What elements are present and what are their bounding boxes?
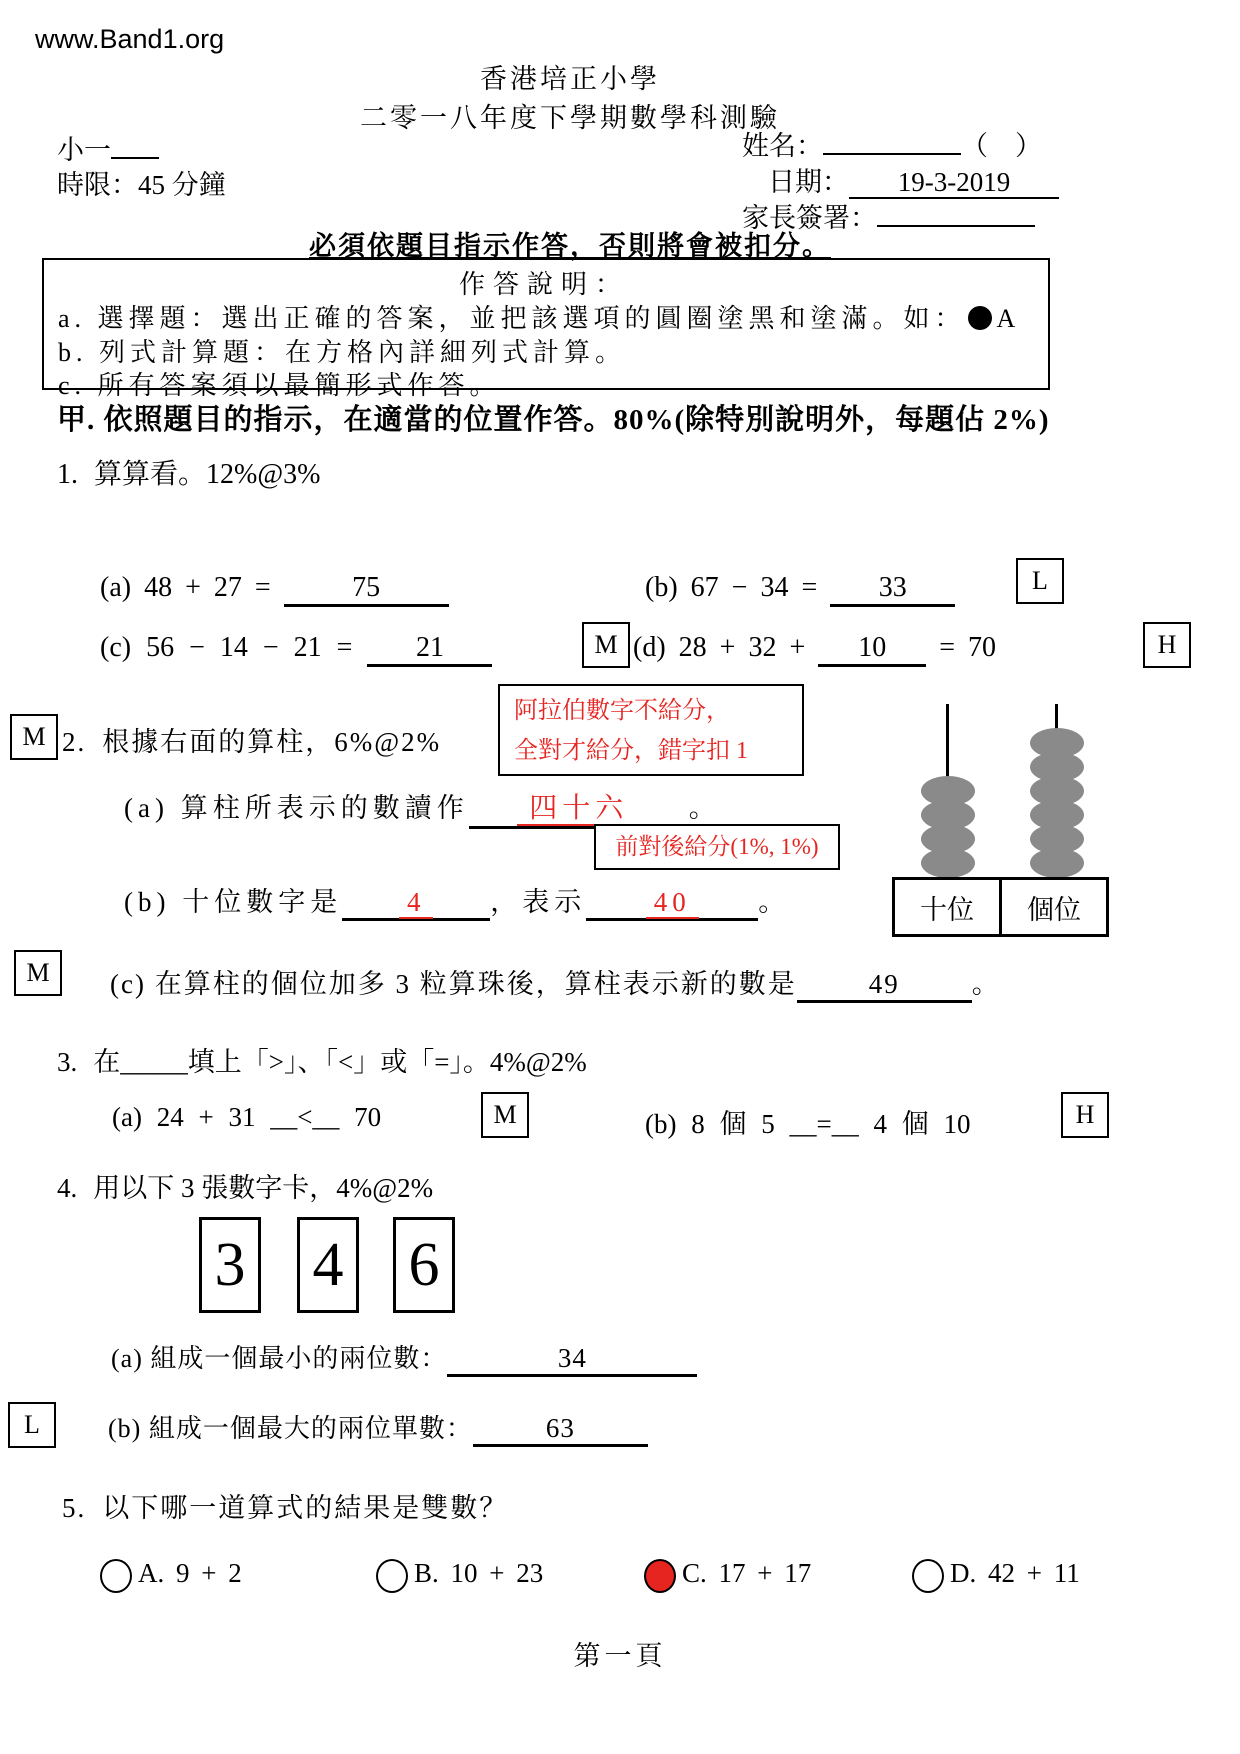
abacus-ones-label: 個位: [999, 877, 1109, 937]
q2-title: [62, 720, 441, 759]
q1d-prefix: (d) 28 + 32 +: [633, 632, 806, 663]
q1d-result: = 70: [939, 632, 997, 663]
q1c-label: (c) 56 − 14 − 21 =: [100, 632, 353, 663]
q5-number: 5.: [62, 1493, 87, 1523]
q2c-row: [110, 962, 1001, 1003]
q4-number: 4.: [57, 1173, 78, 1203]
abacus-tens-label: 十位: [892, 877, 1002, 937]
instruction-item-b: b. 列式計算題：在方格內詳細列式計算。: [58, 338, 627, 367]
abacus-bead: [1030, 848, 1084, 878]
q4b-answer: 63: [545, 1413, 575, 1443]
name-label: 姓名：: [742, 131, 823, 161]
q1a-answer: 75: [352, 572, 381, 603]
q3-title-text: 在_____填上「>」、「<」或「=」。4%@2%: [93, 1047, 587, 1077]
difficulty-marker-q4b: L: [8, 1402, 56, 1448]
option-d-expression: 42 + 11: [988, 1558, 1080, 1588]
date-label: 日期：: [768, 167, 849, 197]
q2c-suffix: 。: [971, 969, 1001, 999]
q4b-prefix: (b) 組成一個最大的兩位單數：: [108, 1414, 473, 1443]
option-d-circle-icon: [912, 1559, 944, 1593]
option-a-circle-icon: [100, 1559, 132, 1593]
q2a-answer-blank: [469, 786, 689, 829]
q2b-row: [124, 880, 790, 921]
q5-option-a: [100, 1558, 242, 1593]
q4b-row: [108, 1408, 648, 1447]
q2c-answer: 49: [868, 969, 900, 999]
number-card-3: 6: [393, 1217, 455, 1313]
watermark: www.Band1.org: [35, 24, 225, 54]
class-number-paren: （ ）: [961, 131, 1042, 161]
q3b-row: (b) 8 個 5 __=__ 4 個 10: [645, 1109, 971, 1139]
grade-label: 小一: [57, 135, 111, 165]
instruction-item-c: c. 所有答案須以最簡形式作答。: [58, 371, 501, 400]
q4a-answer-blank: [447, 1343, 697, 1377]
instruction-item-a-text: a. 選擇題：選出正確的答案，並把該選項的圓圈塗黑和塗滿。如：: [58, 304, 966, 333]
difficulty-marker-q1b: L: [1016, 558, 1064, 604]
name-row: [742, 124, 1042, 163]
q4b-answer-blank: [473, 1413, 648, 1447]
q1-title-text: 算算看。12%@3%: [94, 459, 321, 490]
q1b-answer: 33: [878, 572, 907, 603]
q1a-row: [100, 572, 449, 607]
option-c-label: C.: [682, 1558, 707, 1588]
q2-number: 2.: [62, 727, 87, 757]
difficulty-marker-q2: M: [10, 714, 58, 760]
section-a-header: 甲. 依照題目的指示，在適當的位置作答。80%(除特別說明外，每題佔 2%): [57, 404, 1050, 436]
q2a-suffix: 。: [688, 793, 721, 823]
instruction-item-a-choice: A: [996, 304, 1021, 333]
option-b-expression: 10 + 23: [450, 1558, 544, 1588]
q2b-answer1-blank: [342, 887, 490, 921]
name-blank: [823, 125, 961, 155]
q4a-answer: 34: [557, 1343, 587, 1373]
q2-title-text: 根據右面的算柱，6%@2%: [102, 727, 442, 757]
difficulty-marker-q2c: M: [14, 950, 62, 996]
q1c-row: [100, 632, 492, 667]
q1d-row: [633, 632, 996, 667]
instructions-box: [42, 258, 1050, 400]
q1c-answer-blank: [367, 632, 492, 667]
q4-title: [57, 1166, 433, 1205]
q2a-answer-handwritten: 四十六: [517, 793, 640, 826]
signature-label: 家長簽署：: [742, 203, 877, 233]
filled-circle-example-icon: [968, 306, 992, 330]
option-c-expression: 17 + 17: [718, 1558, 812, 1588]
page-footer: 第一頁: [573, 1641, 667, 1671]
abacus-tens-beads: [921, 776, 975, 878]
option-a-label: A.: [138, 1558, 165, 1588]
q2c-answer-blank: [797, 969, 972, 1003]
signature-blank: [877, 197, 1035, 227]
q2b-suffix: 。: [758, 887, 791, 917]
q2a-row: [124, 786, 721, 829]
q1b-answer-blank: [830, 572, 955, 607]
time-limit: 時限：45 分鐘: [57, 170, 226, 200]
exam-title: 二零一八年度下學期數學科測驗: [360, 103, 780, 133]
q1d-answer: 10: [858, 632, 887, 663]
date-row: [768, 160, 1059, 199]
abacus-base: [892, 877, 1109, 937]
q1b-label: (b) 67 − 34 =: [645, 572, 818, 603]
q4a-prefix: (a) 組成一個最小的兩位數：: [111, 1344, 448, 1373]
q3-number: 3.: [57, 1047, 78, 1077]
q1b-row: [645, 572, 955, 607]
q5-option-d: [912, 1558, 1080, 1593]
teacher-note-box-1: [498, 684, 804, 776]
warning-line: 必須依題目指示作答，否則將會被扣分。: [309, 231, 831, 261]
difficulty-marker-q3b: H: [1061, 1092, 1109, 1138]
grade-blank: [111, 129, 159, 159]
q1c-answer: 21: [415, 632, 444, 663]
q2b-mid: ，表示: [490, 887, 587, 917]
q1a-answer-blank: [284, 572, 449, 607]
date-blank: [849, 167, 1059, 199]
q2c-prefix: (c) 在算柱的個位加多 3 粒算珠後，算柱表示新的數是: [110, 969, 797, 999]
option-c-circle-icon-selected: [644, 1559, 676, 1593]
q5-option-c: [644, 1558, 811, 1593]
instruction-item-a: [58, 298, 1020, 335]
q5-title-text: 以下哪一道算式的結果是雙數？: [102, 1493, 509, 1523]
number-card-1: 3: [199, 1217, 261, 1313]
abacus-bead: [921, 848, 975, 878]
instructions-title: 作答說明：: [458, 270, 629, 299]
q2b-answer2-blank: [586, 887, 758, 921]
q3-title: [57, 1040, 587, 1079]
school-name: 香港培正小學: [480, 64, 660, 94]
q1a-label: (a) 48 + 27 =: [100, 572, 271, 603]
grade-row: [57, 128, 159, 167]
q4a-row: [111, 1338, 697, 1377]
option-b-circle-icon: [376, 1559, 408, 1593]
teacher-note-1-line2: 全對才給分，錯字扣 1: [514, 737, 748, 764]
option-a-expression: 9 + 2: [176, 1558, 242, 1588]
difficulty-marker-q1c: M: [582, 622, 630, 668]
teacher-note-1-line1: 阿拉伯數字不給分，: [514, 698, 730, 724]
q5-title: [62, 1486, 508, 1525]
teacher-note-box-2: 前對後給分(1%, 1%): [594, 824, 840, 870]
difficulty-marker-q3a: M: [481, 1092, 529, 1138]
number-card-2: 4: [297, 1217, 359, 1313]
q1-number: 1.: [57, 459, 78, 490]
q2a-prefix: (a) 算柱所表示的數讀作: [124, 793, 469, 823]
q1-title: [57, 452, 320, 492]
option-d-label: D.: [950, 1558, 977, 1588]
q2b-answer2-handwritten: 40: [646, 887, 699, 919]
q2b-answer1-handwritten: 4: [399, 887, 434, 919]
difficulty-marker-q1d: H: [1143, 622, 1191, 668]
q3a-row: (a) 24 + 31 __<__ 70: [112, 1102, 382, 1132]
q1d-answer-blank: [818, 632, 926, 667]
date-value: 19-3-2019: [897, 167, 1011, 197]
q4-title-text: 用以下 3 張數字卡，4%@2%: [93, 1173, 434, 1203]
option-b-label: B.: [414, 1558, 439, 1588]
q2b-prefix: (b) 十位數字是: [124, 887, 343, 917]
q5-option-b: [376, 1558, 543, 1593]
abacus-ones-beads: [1030, 728, 1084, 878]
